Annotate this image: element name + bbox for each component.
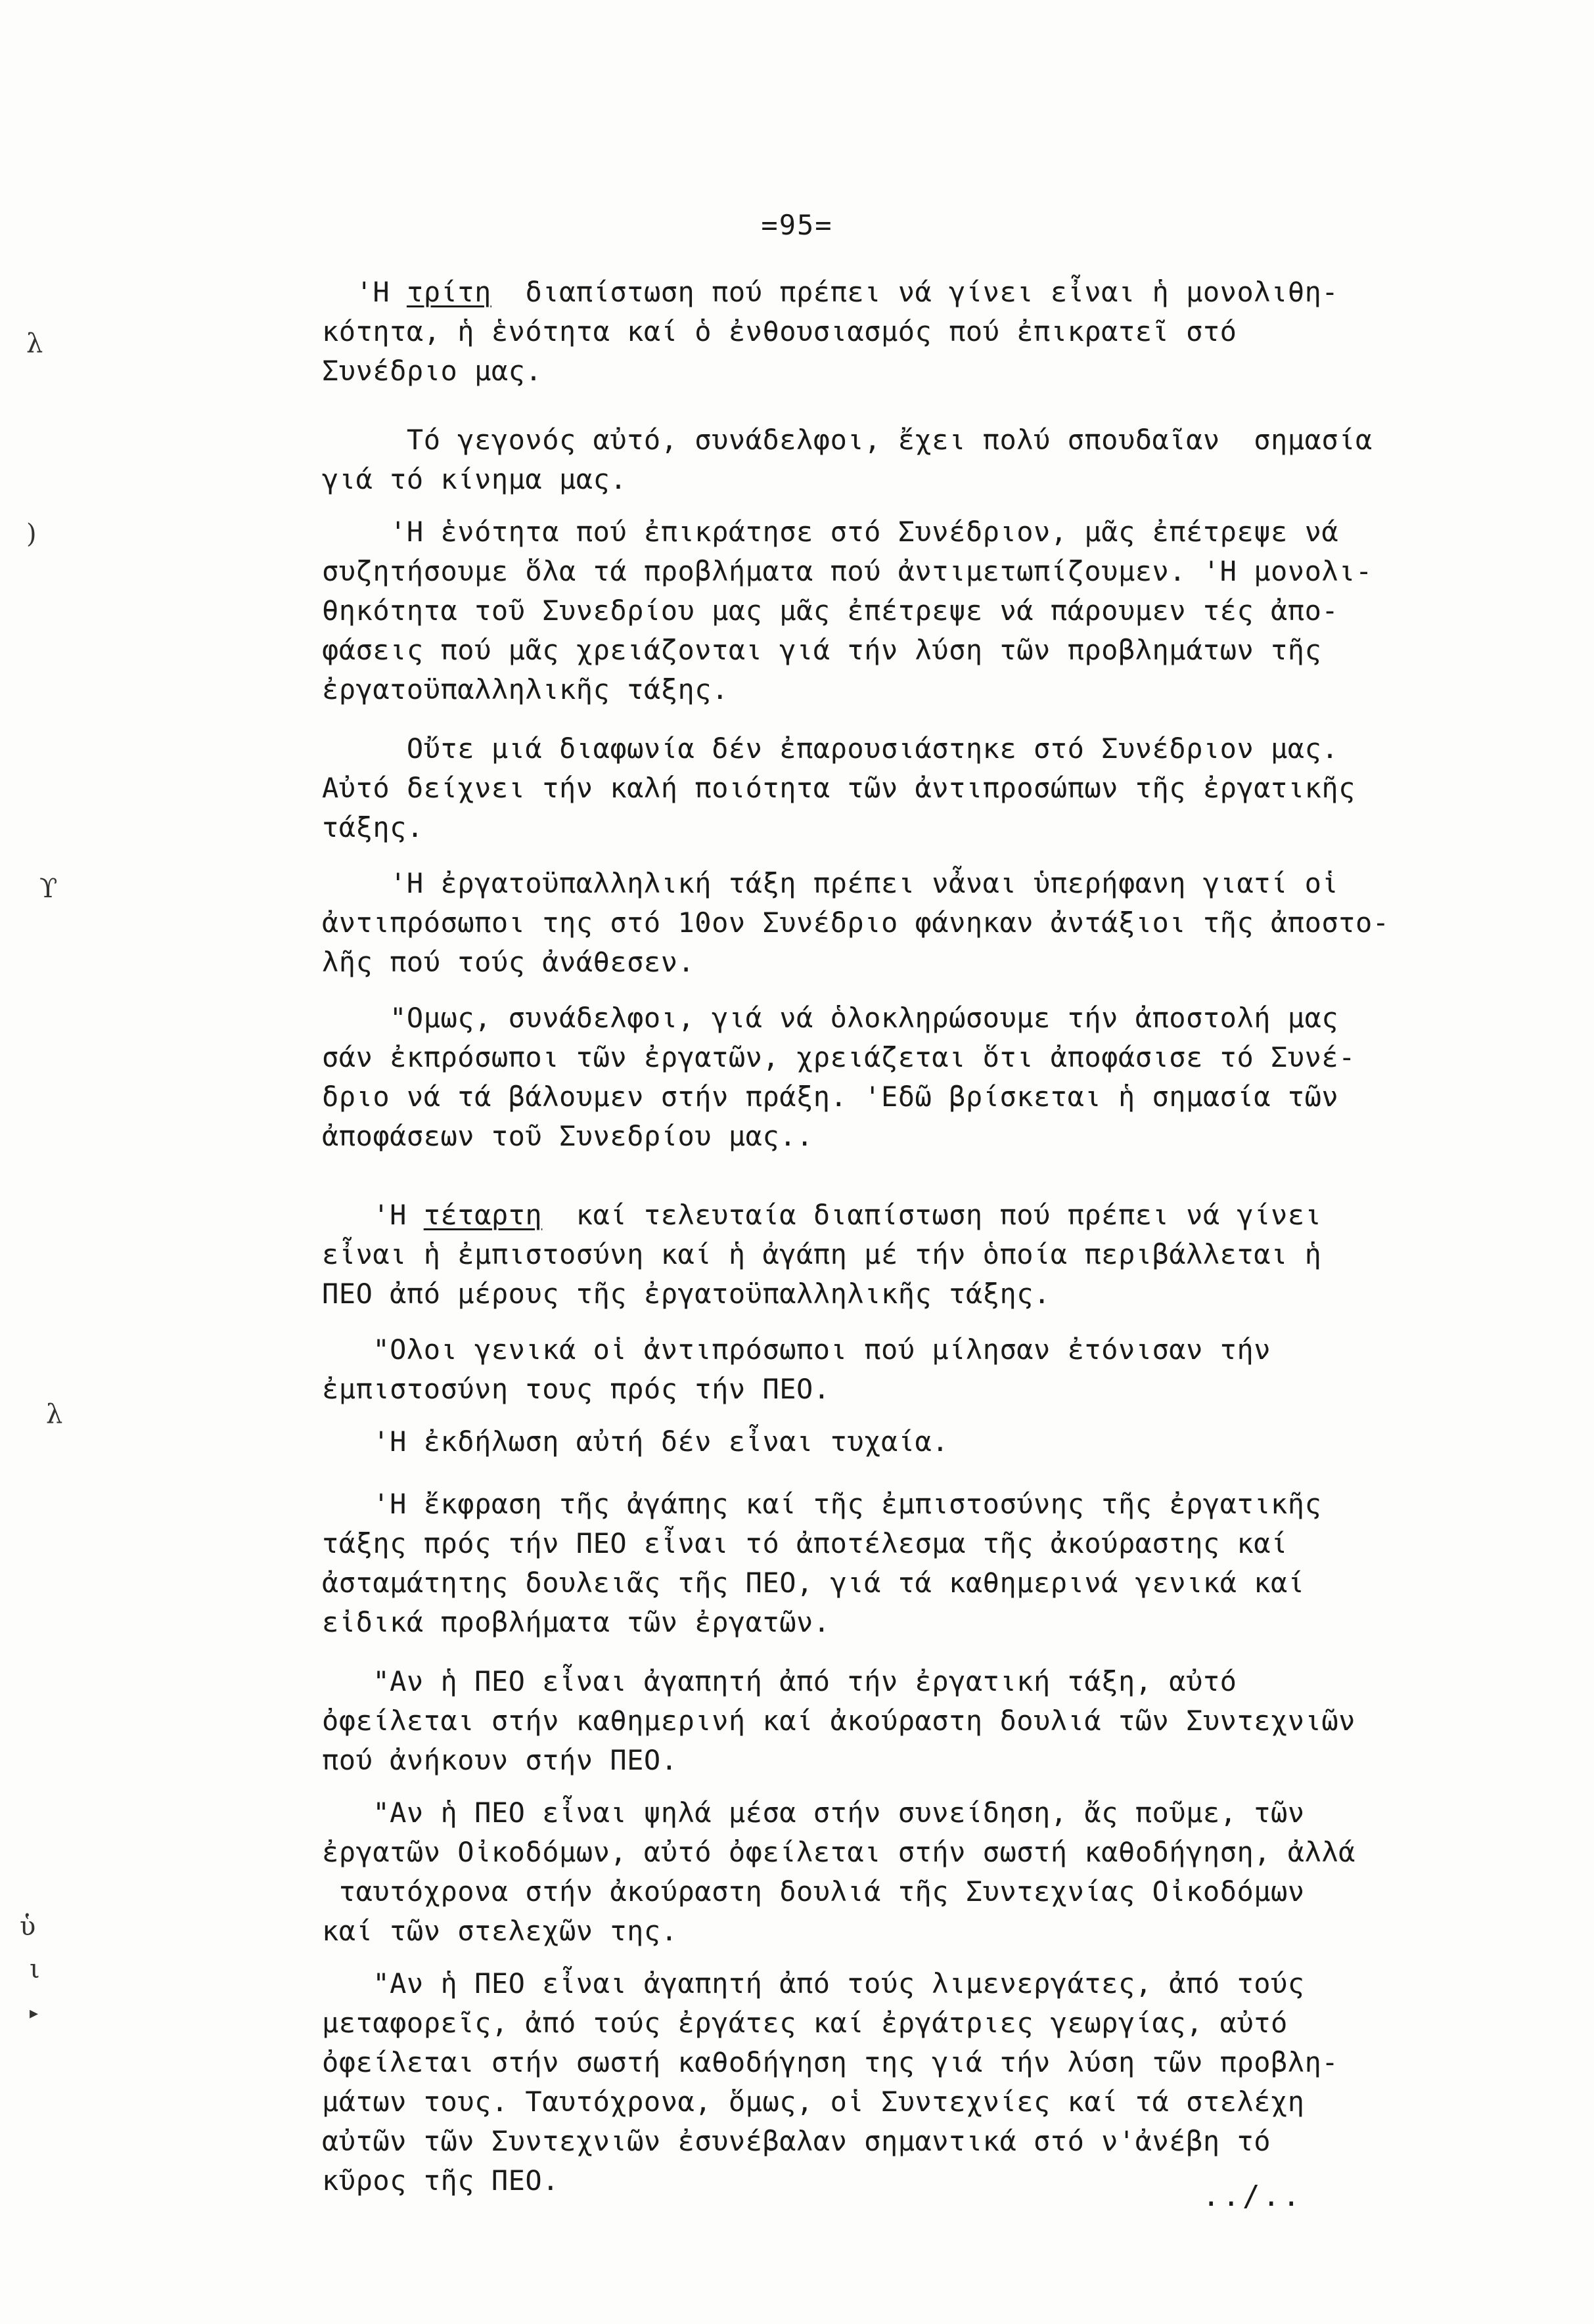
text-line: πού ἀνήκουν στήν ΠΕΟ. [322, 1744, 678, 1776]
text-line: 'Η τέταρτη καί τελευταία διαπίστωση πού πρέπει νά γίνει [322, 1199, 1322, 1231]
text-line: 'Η τρίτη διαπίστωση πού πρέπει νά γίνει εἶναι ἡ μονολιθη- [322, 276, 1339, 308]
text-line: 'Η ἑνότητα πού ἐπικράτησε στό Συνέδριον, μᾶς ἐπέτρεψε νά [322, 516, 1339, 548]
text-line: ἀποφάσεων τοῦ Συνεδρίου μας.. [322, 1120, 813, 1152]
text-line: Συνέδριο μας. [322, 355, 543, 387]
paragraph [322, 420, 1564, 499]
text-line: καί τῶν στελεχῶν της. [322, 1915, 678, 1947]
text-line: 'Η ἐργατοϋπαλληλική τάξη πρέπει νἆναι ὑπερήφανη γιατί οἱ [322, 867, 1339, 899]
text-line: 'Η ἐκδήλωση αὐτή δέν εἶναι τυχαία. [322, 1425, 949, 1458]
text-line: Τό γεγονός αὐτό, συνάδελφοι, ἔχει πολύ σπουδαῖαν σημασία [322, 424, 1373, 456]
text-line: κότητα, ἡ ἑνότητα καί ὁ ἐνθουσιασμός πού ἐπικρατεῖ στό [322, 315, 1237, 347]
margin-mark: ) [26, 519, 37, 549]
paragraph [322, 864, 1564, 982]
margin-mark: ϒ [39, 874, 58, 904]
text-line: εἶναι ἡ ἐμπιστοσύνη καί ἡ ἀγάπη μέ τήν ὁποία περιβάλλεται ἡ [322, 1238, 1322, 1270]
text-line: ΠΕΟ ἀπό μέρους τῆς ἐργατοϋπαλληλικῆς τάξης. [322, 1278, 1051, 1310]
paragraph [322, 1422, 1564, 1462]
paragraph [322, 1662, 1564, 1780]
paragraph [322, 273, 1564, 391]
text-line: θηκότητα τοῦ Συνεδρίου μας μᾶς ἐπέτρεψε νά πάρουμεν τές ἀπο- [322, 594, 1339, 627]
text-line: κῦρος τῆς ΠΕΟ. [322, 2164, 560, 2197]
paragraph [322, 1330, 1564, 1409]
text-line: ἐργατῶν Οἰκοδόμων, αὐτό ὀφείλεται στήν σωστή καθοδήγηση, ἀλλά [322, 1836, 1355, 1868]
margin-mark: ὑ [20, 1911, 36, 1942]
margin-mark: ▸ [30, 2003, 39, 2023]
text-line: λῆς πού τούς ἀνάθεσεν. [322, 946, 695, 978]
text-line: τάξης πρός τήν ΠΕΟ εἶναι τό ἀποτέλεσμα τῆς ἀκούραστης καί [322, 1527, 1288, 1559]
text-line: ταυτόχρονα στήν ἀκούραστη δουλιά τῆς Συντεχνίας Οἰκοδόμων [322, 1875, 1305, 1908]
text-line: μάτων τους. Ταυτόχρονα, ὅμως, οἱ Συντεχνίες καί τά στελέχη [322, 2086, 1305, 2118]
text-line: "Ομως, συνάδελφοι, γιά νά ὁλοκληρώσουμε τήν ἀποστολή μας [322, 1002, 1339, 1034]
text-line: 'Η ἔκφραση τῆς ἀγάπης καί τῆς ἐμπιστοσύνης τῆς ἐργατικῆς [322, 1488, 1322, 1520]
text-line: ἐργατοϋπαλληλικῆς τάξης. [322, 673, 729, 705]
text-line: "Ολοι γενικά οἱ ἀντιπρόσωποι πού μίλησαν ἐτόνισαν τήν [322, 1333, 1271, 1366]
text-line: συζητήσουμε ὅλα τά προβλήματα πού ἀντιμετωπίζουμεν. 'Η μονολι- [322, 555, 1373, 587]
text-line: "Αν ἡ ΠΕΟ εἶναι ψηλά μέσα στήν συνείδηση, ἄς ποῦμε, τῶν [322, 1797, 1305, 1829]
text-line: φάσεις πού μᾶς χρειάζονται γιά τήν λύση τῶν προβλημάτων τῆς [322, 634, 1322, 666]
text-line: ὀφείλεται στήν καθημερινή καί ἀκούραστη δουλιά τῶν Συντεχνιῶν [322, 1705, 1355, 1737]
text-line: Οὔτε μιά διαφωνία δέν ἐπαρουσιάστηκε στό Συνέδριον μας. [322, 732, 1339, 765]
text-line: ἀσταμάτητης δουλειᾶς τῆς ΠΕΟ, γιά τά καθημερινά γενικά καί [322, 1567, 1305, 1599]
text-line: μεταφορεῖς, ἀπό τούς ἐργάτες καί ἐργάτριες γεωργίας, αὐτό [322, 2007, 1288, 2039]
paragraph [322, 1485, 1564, 1642]
text-line: "Αν ἡ ΠΕΟ εἶναι ἀγαπητή ἀπό τούς λιμενεργάτες, ἀπό τούς [322, 1967, 1305, 2000]
underlined-word: τέταρτη [423, 1199, 543, 1231]
text-line: γιά τό κίνημα μας. [322, 463, 627, 495]
underlined-word: τρίτη [406, 276, 491, 308]
margin-mark: λ [46, 1399, 63, 1429]
paragraph [322, 512, 1564, 709]
margin-mark: λ [26, 328, 43, 359]
paragraph [322, 998, 1564, 1156]
page-number: =95= [761, 209, 833, 241]
text-line: δριο νά τά βάλουμεν στήν πράξη. 'Εδῶ βρίσκεται ἡ σημασία τῶν [322, 1081, 1339, 1113]
text-line: ἀντιπρόσωποι της στό 10ον Συνέδριο φάνηκαν ἀντάξιοι τῆς ἀποστο- [322, 906, 1390, 939]
text-line: ἐμπιστοσύνη τους πρός τήν ΠΕΟ. [322, 1373, 831, 1405]
text-line: αὐτῶν τῶν Συντεχνιῶν ἐσυνέβαλαν σημαντικά στό ν'ἀνέβη τό [322, 2125, 1271, 2157]
text-line: Αὐτό δείχνει τήν καλή ποιότητα τῶν ἀντιπροσώπων τῆς ἐργατικῆς [322, 772, 1355, 804]
paragraph [322, 1793, 1564, 1951]
text-line: εἰδικά προβλήματα τῶν ἐργατῶν. [322, 1606, 831, 1638]
continuation-mark: ../.. [1202, 2179, 1303, 2213]
paragraph [322, 1196, 1564, 1314]
text-line: σάν ἐκπρόσωποι τῶν ἐργατῶν, χρειάζεται ὅτι ἀποφάσισε τό Συνέ- [322, 1041, 1355, 1073]
text-line: ὀφείλεται στήν σωστή καθοδήγηση της γιά τήν λύση τῶν προβλη- [322, 2046, 1339, 2078]
paragraph [322, 729, 1564, 847]
paragraph [322, 1964, 1564, 2201]
text-line: "Αν ἡ ΠΕΟ εἶναι ἀγαπητή ἀπό τήν ἐργατική τάξη, αὐτό [322, 1665, 1237, 1697]
text-line: τάξης. [322, 811, 424, 843]
margin-mark: ι [30, 1954, 40, 1984]
